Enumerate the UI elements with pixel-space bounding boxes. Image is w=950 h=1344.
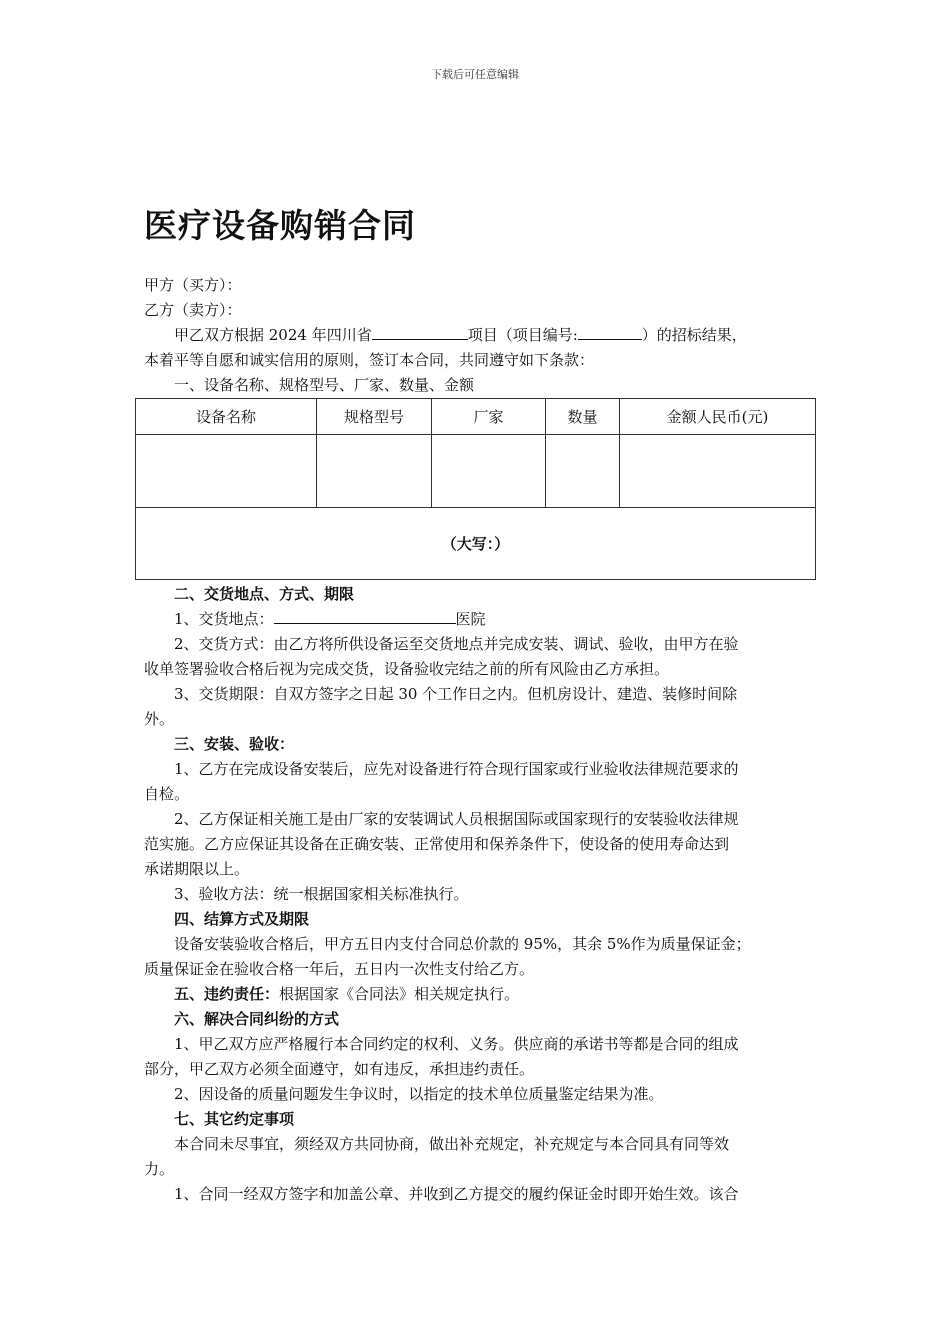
table-row [136, 435, 816, 508]
delivery-place-suffix: 医院 [455, 610, 486, 628]
section2-heading: 二、交货地点、方式、期限 [174, 585, 355, 603]
project-number-blank [578, 323, 642, 340]
section5-heading: 五、违约责任： [174, 985, 280, 1003]
col-header-name: 设备名称 [136, 399, 317, 435]
dispute-item2: 2、因设备的质量问题发生争议时，以指定的技术单位质量鉴定结果为准。 [174, 1085, 664, 1103]
section7-heading: 七、其它约定事项 [174, 1110, 295, 1128]
settlement-line-2: 质量保证金在验收合格一年后，五日内一次性支付给乙方。 [144, 960, 535, 978]
section4-heading: 四、结算方式及期限 [174, 910, 310, 928]
delivery-method-line-2: 收单签署验收合格后视为完成交货，设备验收完结之前的所有风险由乙方承担。 [144, 660, 670, 678]
table-cell [546, 435, 620, 508]
party-a-line: 甲方（买方）： [144, 276, 242, 294]
delivery-term-line-1: 3、交货期限：自双方签字之日起 30 个工作日之内。但机房设计、建造、装修时间除 [174, 685, 738, 703]
install-item3: 3、验收方法：统一根据国家相关标准执行。 [174, 885, 469, 903]
table-cell [620, 435, 816, 508]
col-header-manufacturer: 厂家 [432, 399, 546, 435]
section3-heading: 三、安装、验收： [174, 735, 295, 753]
intro-line-2: 本着平等自愿和诚实信用的原则，签订本合同，共同遵守如下条款： [144, 351, 595, 369]
table-header-row [136, 399, 816, 435]
dispute-item1-line-1: 1、甲乙双方应严格履行本合同约定的权利、义务。供应商的承诺书等都是合同的组成 [174, 1035, 739, 1053]
delivery-term-line-2: 外。 [144, 710, 175, 728]
section5-line [144, 982, 808, 1007]
section6-heading: 六、解决合同纠纷的方式 [174, 1010, 340, 1028]
header-note: 下载后可任意编辑 [431, 68, 519, 81]
install-item2-line-1: 2、乙方保证相关施工是由厂家的安装调试人员根据国际或国家现行的安装验收法律规 [174, 810, 739, 828]
install-item2-line-2: 范实施。乙方应保证其设备在正确安装、正常使用和保养条件下，使设备的使用寿命达到 [144, 835, 730, 853]
col-header-model: 规格型号 [317, 399, 432, 435]
table-cell [317, 435, 432, 508]
install-item1-line-2: 自检。 [144, 785, 190, 803]
province-blank [372, 323, 468, 340]
col-header-quantity: 数量 [546, 399, 620, 435]
intro-text-c: ）的招标结果， [641, 326, 747, 344]
table-cell [432, 435, 546, 508]
delivery-place-line [144, 607, 808, 632]
dispute-item1-line-2: 部分，甲乙双方必须全面遵守，如有违反，承担违约责任。 [144, 1060, 535, 1078]
equipment-table [135, 398, 816, 580]
table-cell [136, 435, 317, 508]
other-item1: 1、合同一经双方签字和加盖公章、并收到乙方提交的履约保证金时即开始生效。该合 [174, 1185, 739, 1203]
col-header-amount: 金额人民币(元) [620, 399, 816, 435]
delivery-place-label: 1、交货地点： [174, 610, 274, 628]
intro-text-a: 甲乙双方根据 2024 年四川省 [174, 326, 372, 344]
total-amount-in-words: （大写：） [136, 508, 816, 580]
intro-text-b: 项目（项目编号: [467, 326, 578, 344]
section1-heading: 一、设备名称、规格型号、厂家、数量、金额 [174, 376, 475, 394]
install-item1-line-1: 1、乙方在完成设备安装后，应先对设备进行符合现行国家或行业验收法律规范要求的 [174, 760, 739, 778]
intro-line-1 [144, 323, 808, 348]
section5-text: 根据国家《合同法》相关规定执行。 [279, 985, 520, 1003]
delivery-place-blank [274, 607, 456, 624]
settlement-line-1: 设备安装验收合格后，甲方五日内支付合同总价款的 95%，其余 5%作为质量保证金； [174, 935, 751, 953]
install-item2-line-3: 承诺期限以上。 [144, 860, 250, 878]
document-title: 医疗设备购销合同 [144, 206, 416, 245]
other-para-line-2: 力。 [144, 1160, 175, 1178]
delivery-method-line-1: 2、交货方式：由乙方将所供设备运至交货地点并完成安装、调试、验收，由甲方在验 [174, 635, 739, 653]
other-para-line-1: 本合同未尽事宜，须经双方共同协商，做出补充规定，补充规定与本合同具有同等效 [174, 1135, 730, 1153]
party-b-line: 乙方（卖方）： [144, 301, 242, 319]
table-total-row [136, 508, 816, 580]
